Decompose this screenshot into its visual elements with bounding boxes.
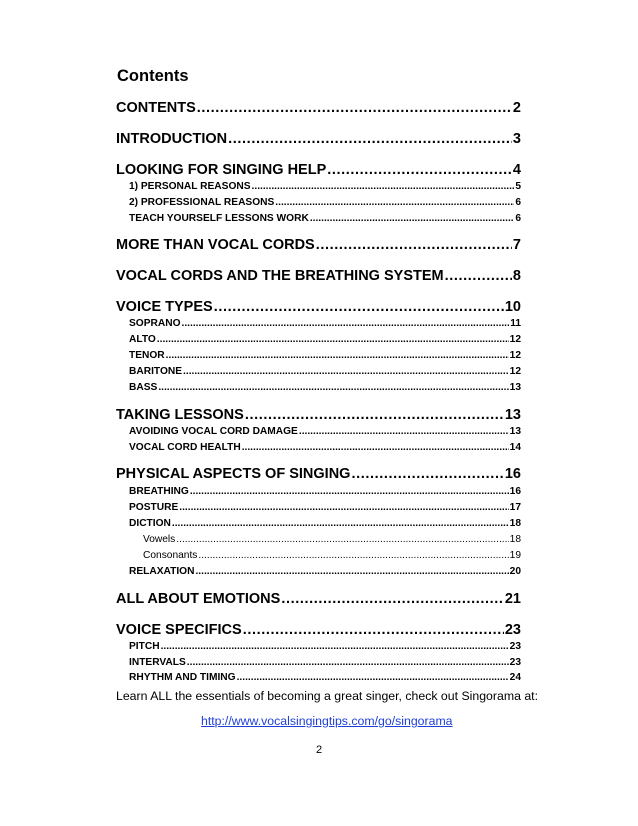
toc-entry-page: 12 <box>509 350 521 361</box>
toc-entry-tenor[interactable] <box>129 350 521 361</box>
dot-leader <box>351 466 503 482</box>
toc-entry-page: 21 <box>504 591 521 607</box>
toc-entry-title: 2) PROFESSIONAL REASONS <box>129 197 275 208</box>
dot-leader <box>275 197 514 208</box>
dot-leader <box>187 657 509 668</box>
dot-leader <box>161 641 509 652</box>
toc-entry-page: 17 <box>509 502 521 513</box>
toc-entry-baritone[interactable] <box>129 366 521 377</box>
contents-heading: Contents <box>117 67 189 85</box>
toc-entry-page: 12 <box>509 366 521 377</box>
toc-entry-page: 2 <box>512 100 521 116</box>
toc-entry-vocal-cords-breathing[interactable] <box>116 268 521 284</box>
toc-entry-title: AVOIDING VOCAL CORD DAMAGE <box>129 426 298 437</box>
dot-leader <box>182 318 510 329</box>
dot-leader <box>198 550 508 561</box>
toc-entry-page: 5 <box>515 181 521 192</box>
toc-entry-title: 1) PERSONAL REASONS <box>129 181 251 192</box>
toc-entry-page: 3 <box>512 131 521 147</box>
toc-entry-all-about-emotions[interactable] <box>116 591 521 607</box>
toc-entry-title: POSTURE <box>129 502 179 513</box>
toc-entry-page: 23 <box>509 641 521 652</box>
toc-entry-more-than-vocal-cords[interactable] <box>116 237 521 253</box>
toc-entry-vowels[interactable] <box>143 534 521 545</box>
toc-entry-rhythm-and-timing[interactable] <box>129 672 521 683</box>
toc-entry-page: 7 <box>512 237 521 253</box>
toc-entry-teach-yourself[interactable] <box>129 213 521 224</box>
dot-leader <box>195 566 508 577</box>
toc-entry-page: 13 <box>509 382 521 393</box>
toc-entry-page: 6 <box>515 197 521 208</box>
toc-entry-breathing[interactable] <box>129 486 521 497</box>
toc-entry-contents[interactable] <box>116 100 521 116</box>
toc-entry-voice-specifics[interactable] <box>116 622 521 638</box>
toc-entry-title: DICTION <box>129 518 171 529</box>
toc-entry-title: PHYSICAL ASPECTS OF SINGING <box>116 466 351 482</box>
toc-entry-relaxation[interactable] <box>129 566 521 577</box>
toc-entry-page: 23 <box>509 657 521 668</box>
toc-entry-title: BARITONE <box>129 366 183 377</box>
dot-leader <box>243 622 504 638</box>
toc-entry-title: Consonants <box>143 550 198 561</box>
dot-leader <box>172 518 509 529</box>
toc-entry-title: CONTENTS <box>116 100 196 116</box>
toc-entry-page: 18 <box>509 518 521 529</box>
toc-entry-page: 13 <box>509 426 521 437</box>
toc-entry-physical-aspects[interactable] <box>116 466 521 482</box>
dot-leader <box>445 268 512 284</box>
toc-entry-title: SOPRANO <box>129 318 181 329</box>
dot-leader <box>281 591 504 607</box>
dot-leader <box>252 181 515 192</box>
toc-entry-page: 19 <box>509 550 521 561</box>
toc-entry-title: RELAXATION <box>129 566 195 577</box>
toc-entry-title: RHYTHM AND TIMING <box>129 672 236 683</box>
toc-entry-title: LOOKING FOR SINGING HELP <box>116 162 327 178</box>
toc-entry-page: 23 <box>504 622 521 638</box>
toc-entry-page: 20 <box>509 566 521 577</box>
dot-leader <box>237 672 509 683</box>
toc-entry-page: 24 <box>509 672 521 683</box>
toc-entry-page: 16 <box>504 466 521 482</box>
toc-entry-title: ALTO <box>129 334 156 345</box>
toc-entry-taking-lessons[interactable] <box>116 407 521 423</box>
toc-entry-page: 8 <box>512 268 521 284</box>
dot-leader <box>242 442 509 453</box>
dot-leader <box>316 237 512 253</box>
footer-promo-link[interactable]: http://www.vocalsingingtips.com/go/singorama <box>201 714 453 728</box>
dot-leader <box>190 486 509 497</box>
toc-entry-page: 18 <box>509 534 521 545</box>
toc-entry-personal-reasons[interactable] <box>129 181 521 192</box>
toc-entry-page: 10 <box>504 299 521 315</box>
dot-leader <box>157 334 509 345</box>
dot-leader <box>245 407 504 423</box>
toc-entry-title: BASS <box>129 382 158 393</box>
dot-leader <box>327 162 512 178</box>
toc-entry-voice-types[interactable] <box>116 299 521 315</box>
toc-entry-title: TEACH YOURSELF LESSONS WORK <box>129 213 309 224</box>
toc-entry-title: TAKING LESSONS <box>116 407 244 423</box>
toc-entry-title: VOCAL CORD HEALTH <box>129 442 241 453</box>
toc-entry-title: Vowels <box>143 534 176 545</box>
toc-entry-title: INTRODUCTION <box>116 131 228 147</box>
dot-leader <box>183 366 509 377</box>
toc-entry-title: PITCH <box>129 641 160 652</box>
toc-entry-soprano[interactable] <box>129 318 521 329</box>
toc-entry-title: VOICE TYPES <box>116 299 213 315</box>
toc-entry-title: MORE THAN VOCAL CORDS <box>116 237 315 253</box>
toc-entry-page: 16 <box>509 486 521 497</box>
toc-entry-vocal-cord-health[interactable] <box>129 442 521 453</box>
toc-entry-looking-for-singing-help[interactable] <box>116 162 521 178</box>
toc-entry-alto[interactable] <box>129 334 521 345</box>
dot-leader <box>310 213 515 224</box>
dot-leader <box>179 502 508 513</box>
footer-promo-text: Learn ALL the essentials of becoming a great singer, check out Singorama at: <box>116 689 538 703</box>
toc-entry-diction[interactable] <box>129 518 521 529</box>
toc-entry-page: 4 <box>512 162 521 178</box>
toc-entry-title: BREATHING <box>129 486 189 497</box>
toc-entry-avoiding-damage[interactable] <box>129 426 521 437</box>
dot-leader <box>166 350 509 361</box>
toc-entry-title: INTERVALS <box>129 657 186 668</box>
toc-entry-posture[interactable] <box>129 502 521 513</box>
toc-entry-introduction[interactable] <box>116 131 521 147</box>
dot-leader <box>176 534 508 545</box>
toc-entry-bass[interactable] <box>129 382 521 393</box>
toc-entry-professional-reasons[interactable] <box>129 197 521 208</box>
dot-leader <box>228 131 512 147</box>
toc-entry-consonants[interactable] <box>143 550 521 561</box>
toc-entry-title: ALL ABOUT EMOTIONS <box>116 591 281 607</box>
toc-entry-page: 14 <box>509 442 521 453</box>
toc-entry-intervals[interactable] <box>129 657 521 668</box>
dot-leader <box>214 299 504 315</box>
toc-entry-page: 11 <box>510 318 521 329</box>
toc-entry-title: VOCAL CORDS AND THE BREATHING SYSTEM <box>116 268 444 284</box>
toc-entry-pitch[interactable] <box>129 641 521 652</box>
toc-entry-page: 12 <box>509 334 521 345</box>
dot-leader <box>197 100 512 116</box>
toc-entry-title: TENOR <box>129 350 165 361</box>
toc-entry-page: 6 <box>515 213 521 224</box>
dot-leader <box>158 382 508 393</box>
toc-entry-title: VOICE SPECIFICS <box>116 622 242 638</box>
toc-entry-page: 13 <box>504 407 521 423</box>
page-number: 2 <box>315 744 323 756</box>
dot-leader <box>299 426 509 437</box>
